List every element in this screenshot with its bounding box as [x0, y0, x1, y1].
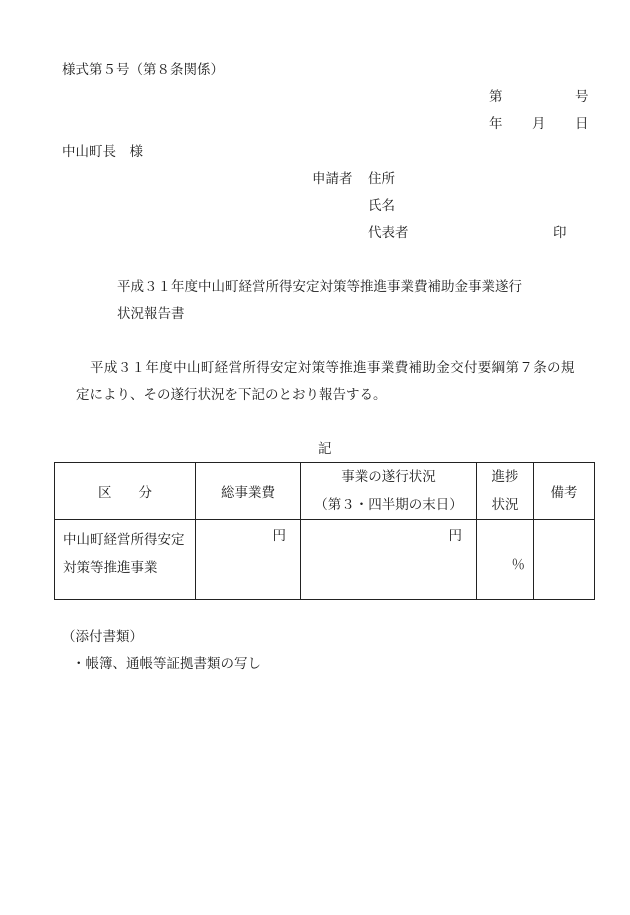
report-title-line2: 状況報告書 — [117, 306, 185, 322]
status-table — [54, 462, 595, 600]
address-label: 住所 — [368, 171, 395, 187]
header-category: 区 分 — [55, 463, 196, 520]
date-year: 年 — [489, 116, 503, 132]
report-title-line1: 平成３１年度中山町経営所得安定対策等推進事業費補助金事業遂行 — [117, 279, 522, 295]
table-row — [55, 520, 595, 600]
document-number-prefix: 第 — [489, 89, 503, 105]
row-status: 円 — [301, 520, 477, 600]
attachments-heading: （添付書類） — [62, 629, 143, 645]
body-text-line1: 平成３１年度中山町経営所得安定対策等推進事業費補助金交付要綱第７条の規 — [90, 360, 575, 376]
row-category-line2: 対策等推進事業 — [63, 560, 158, 576]
form-number: 様式第５号（第８条関係） — [62, 62, 224, 78]
row-category — [55, 520, 196, 600]
date-day: 日 — [575, 116, 589, 132]
date-month: 月 — [532, 116, 546, 132]
document-number-suffix: 号 — [575, 89, 589, 105]
header-progress — [477, 463, 534, 520]
header-progress-line2: 状況 — [491, 497, 519, 513]
header-status-line1: 事業の遂行状況 — [341, 469, 436, 485]
row-total-cost: 円 — [196, 520, 301, 600]
table-header-row — [55, 463, 595, 520]
row-progress: ％ — [477, 520, 534, 600]
attachments-item: ・帳簿、通帳等証拠書類の写し — [72, 656, 261, 672]
row-remarks — [534, 520, 595, 600]
header-progress-line1: 進捗 — [491, 469, 519, 485]
applicant-label: 申請者 — [312, 171, 353, 187]
addressee: 中山町長 様 — [62, 144, 143, 160]
body-text-line2: 定により、その遂行状況を下記のとおり報告する。 — [76, 387, 387, 403]
ki-heading: 記 — [318, 441, 332, 457]
name-label: 氏名 — [368, 198, 395, 214]
row-category-line1: 中山町経営所得安定 — [63, 532, 185, 548]
header-total-cost: 総事業費 — [196, 463, 301, 520]
header-status — [301, 463, 477, 520]
seal-mark: 印 — [553, 225, 567, 241]
representative-label: 代表者 — [368, 225, 409, 241]
header-remarks: 備考 — [534, 463, 595, 520]
header-status-line2: （第３・四半期の末日） — [314, 497, 463, 513]
